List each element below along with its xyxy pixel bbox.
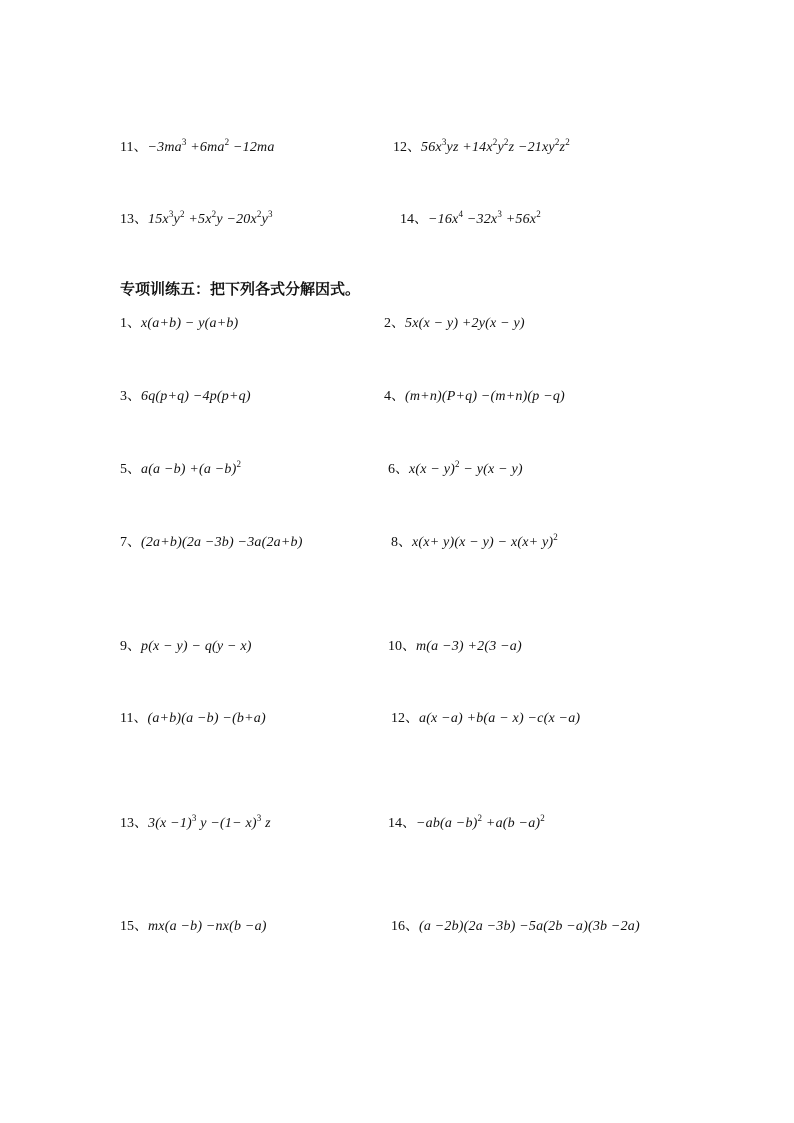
expression: $a(a -b) +(a -b)^2$ xyxy=(141,459,242,477)
problem-12: 12、a(x −a) +b(a − x) −c(x −a) xyxy=(391,711,581,726)
expression: 6q(p+q) −4p(p+q) xyxy=(141,389,251,404)
expression: $x(x+ y)(x - y) - x(x+ y)^2$ xyxy=(412,532,558,550)
problem-16: 16、(a −2b)(2a −3b) −5a(2b −a)(3b −2a) xyxy=(391,919,640,934)
problem-3: 3、6q(p+q) −4p(p+q) xyxy=(120,389,251,404)
expression: p(x − y) − q(y − x) xyxy=(141,639,252,654)
problem-14: 14、$-ab(a -b)^2 +a(b -a)^2$ xyxy=(388,813,545,831)
problem-top-14: 14、$-16x^4 -32x^3 +56x^2$ xyxy=(400,209,541,227)
problem-15: 15、mx(a −b) −nx(b −a) xyxy=(120,919,267,934)
problem-1: 1、x(a+b) − y(a+b) xyxy=(120,316,239,331)
problem-2: 2、5x(x − y) +2y(x − y) xyxy=(384,316,525,331)
expression: mx(a −b) −nx(b −a) xyxy=(148,919,267,934)
problem-11: 11、(a+b)(a −b) −(b+a) xyxy=(120,711,266,726)
expression: $-16x^4 -32x^3 +56x^2$ xyxy=(428,209,541,227)
expression: (2a+b)(2a −3b) −3a(2a+b) xyxy=(141,535,303,550)
problem-top-12: 12、$56x^3yz +14x^2y^2z -21xy^2z^2$ xyxy=(393,137,570,155)
problem-5: 5、$a(a -b) +(a -b)^2$ xyxy=(120,459,242,477)
expression: m(a −3) +2(3 −a) xyxy=(416,639,522,654)
problem-4: 4、(m+n)(P+q) −(m+n)(p −q) xyxy=(384,389,565,404)
expression: $-ab(a -b)^2 +a(b -a)^2$ xyxy=(416,813,545,831)
section-title: 专项训练五：把下列各式分解因式。 xyxy=(120,280,361,298)
expression: 5x(x − y) +2y(x − y) xyxy=(405,316,525,331)
expression: (a+b)(a −b) −(b+a) xyxy=(147,711,266,726)
problem-6: 6、$x(x - y)^2 - y(x - y)$ xyxy=(388,459,523,477)
problem-7: 7、(2a+b)(2a −3b) −3a(2a+b) xyxy=(120,535,303,550)
problem-8: 8、$x(x+ y)(x - y) - x(x+ y)^2$ xyxy=(391,532,558,550)
expression: (m+n)(P+q) −(m+n)(p −q) xyxy=(405,389,565,404)
expression: $56x^3yz +14x^2y^2z -21xy^2z^2$ xyxy=(421,137,570,155)
expression: $3(x -1)^3$ $y -(1- x)^3$ z xyxy=(148,813,271,831)
expression: $15x^3y^2 +5x^2y -20x^2y^3$ xyxy=(148,209,273,227)
expression: (a −2b)(2a −3b) −5a(2b −a)(3b −2a) xyxy=(419,919,640,934)
problem-top-13: 13、$15x^3y^2 +5x^2y -20x^2y^3$ xyxy=(120,209,273,227)
problem-13: 13、$3(x -1)^3$ $y -(1- x)^3$ z xyxy=(120,813,271,831)
problem-top-11: 11、$-3ma^3 +6ma^2 -12ma$ xyxy=(120,137,275,155)
expression: a(x −a) +b(a − x) −c(x −a) xyxy=(419,711,581,726)
expression: x(a+b) − y(a+b) xyxy=(141,316,239,331)
expression: $x(x - y)^2 - y(x - y)$ xyxy=(409,459,523,477)
problem-10: 10、m(a −3) +2(3 −a) xyxy=(388,639,522,654)
problem-9: 9、p(x − y) − q(y − x) xyxy=(120,639,252,654)
expression: $-3ma^3 +6ma^2 -12ma$ xyxy=(147,137,275,155)
